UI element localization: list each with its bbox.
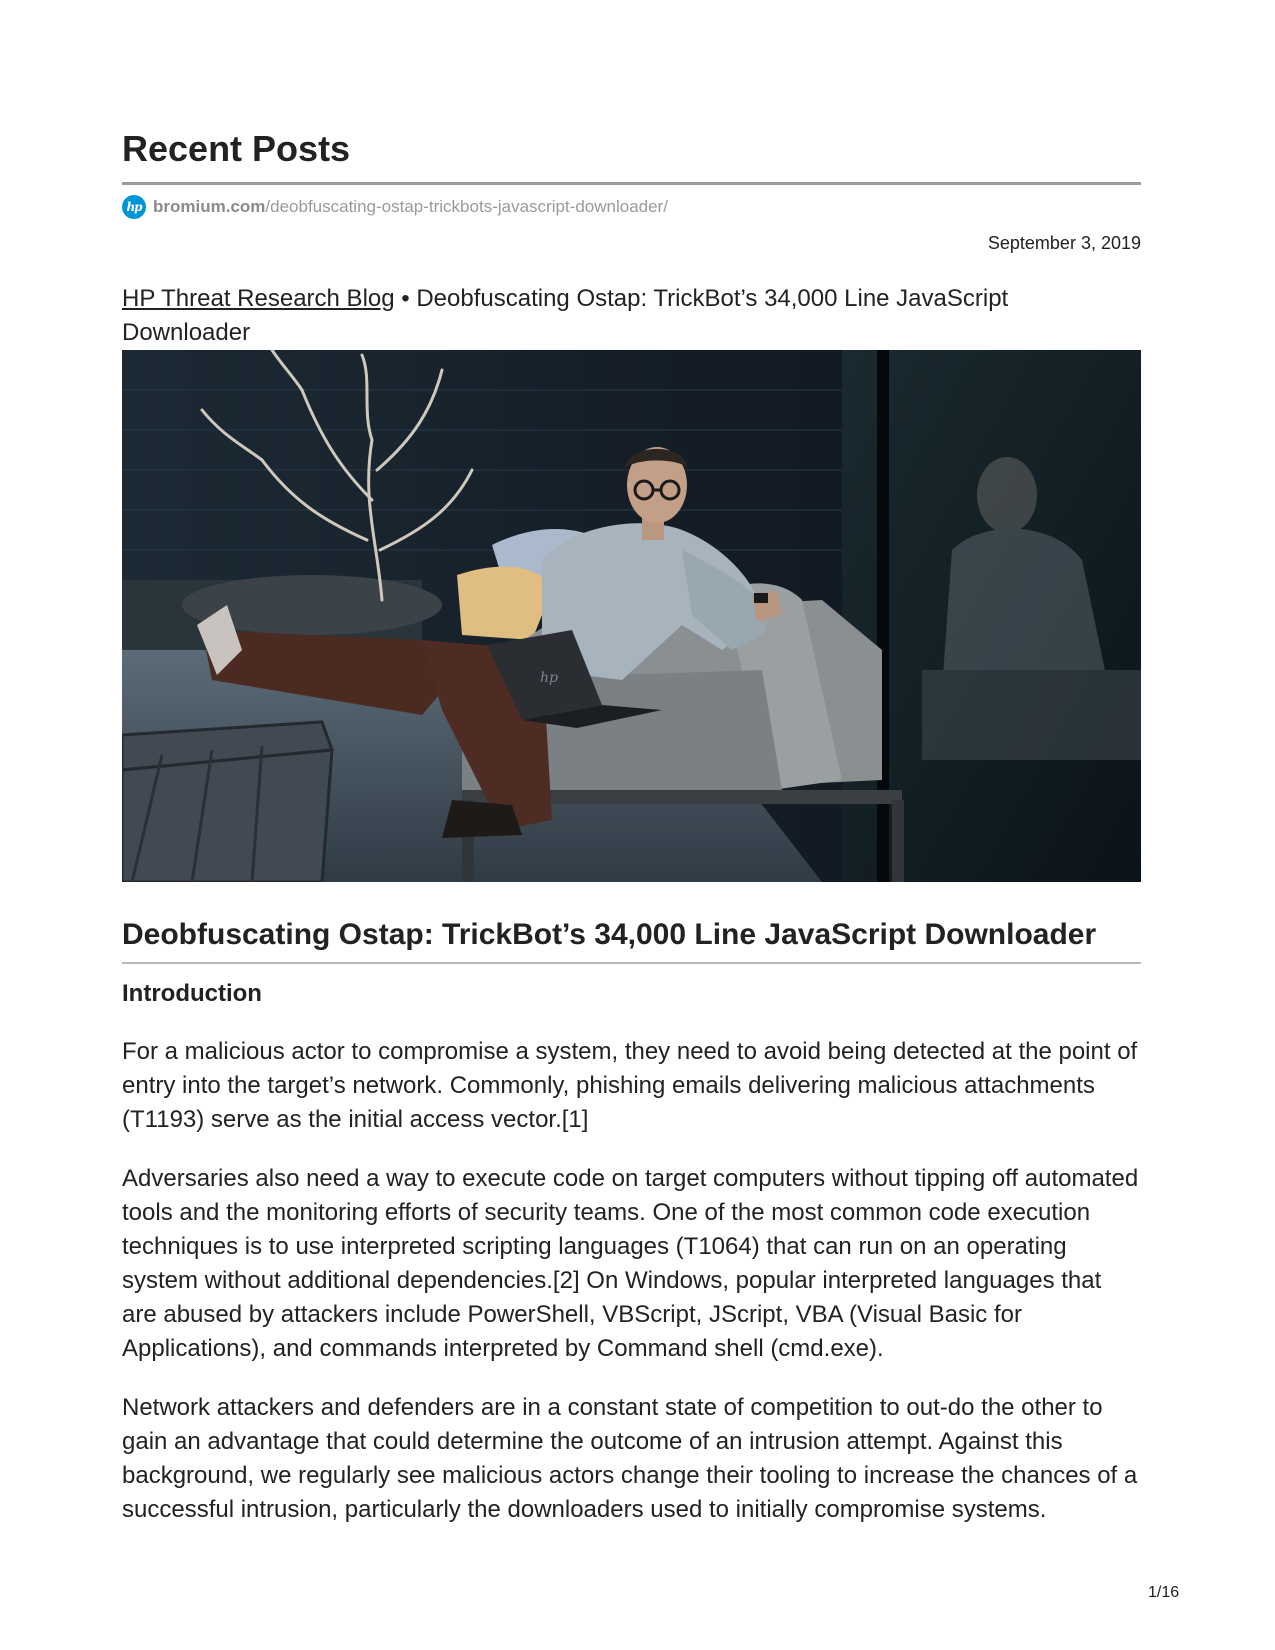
heading-divider [122, 182, 1141, 185]
source-domain: bromium.com [153, 197, 266, 216]
article-title: Deobfuscating Ostap: TrickBot’s 34,000 Line JavaScript Downloader [122, 918, 1097, 951]
source-url[interactable] [122, 194, 668, 220]
source-path: /deobfuscating-ostap-trickbots-javascript-downloader/ [265, 197, 668, 216]
hp-logo-text: hp [126, 200, 142, 214]
page-number: 1/16 [1148, 1584, 1180, 1601]
breadcrumb-separator: • [394, 285, 417, 312]
breadcrumb-blog-link[interactable]: HP Threat Research Blog [122, 285, 395, 312]
paragraph-1: For a malicious actor to compromise a system, they need to avoid being detected at the point of entry into the target’s network. Commonly, phishing emails delivering malicious attachments (T1193) serve as the initial access vector.[1] [122, 1038, 1138, 1133]
section-heading-introduction: Introduction [122, 980, 262, 1007]
recent-posts-heading: Recent Posts [122, 128, 351, 169]
title-divider [122, 962, 1141, 964]
breadcrumb [122, 282, 1122, 350]
hero-photo [122, 350, 1141, 882]
breadcrumb-post-title: Deobfuscating Ostap: TrickBot’s 34,000 Line JavaScript Downloader [122, 285, 1009, 346]
post-date: September 3, 2019 [987, 233, 1141, 253]
hp-logo-icon [122, 195, 146, 219]
paragraph-2: Adversaries also need a way to execute code on target computers without tipping off automated tools and the monitoring efforts of security teams. One of the most common code execution techniques is to use interpreted scripting languages (T1064) that can run on an operating system without additional dependencies.[2] On Windows, popular interpreted languages that are abused by attackers include PowerShell, VBScript, JScript, VBA (Visual Basic for Applications), and commands interpreted by Command shell (cmd.exe). [122, 1165, 1139, 1362]
hero-photo-illustration [122, 350, 1141, 882]
paragraph-3: Network attackers and defenders are in a constant state of competition to out-do the other to gain an advantage that could determine the outcome of an intrusion attempt. Against this background, we regularly see malicious actors change their tooling to increase the chances of a successful intrusion, particularly the downloaders used to initially compromise systems. [122, 1394, 1138, 1523]
laptop-hp-logo: hp [540, 670, 558, 686]
